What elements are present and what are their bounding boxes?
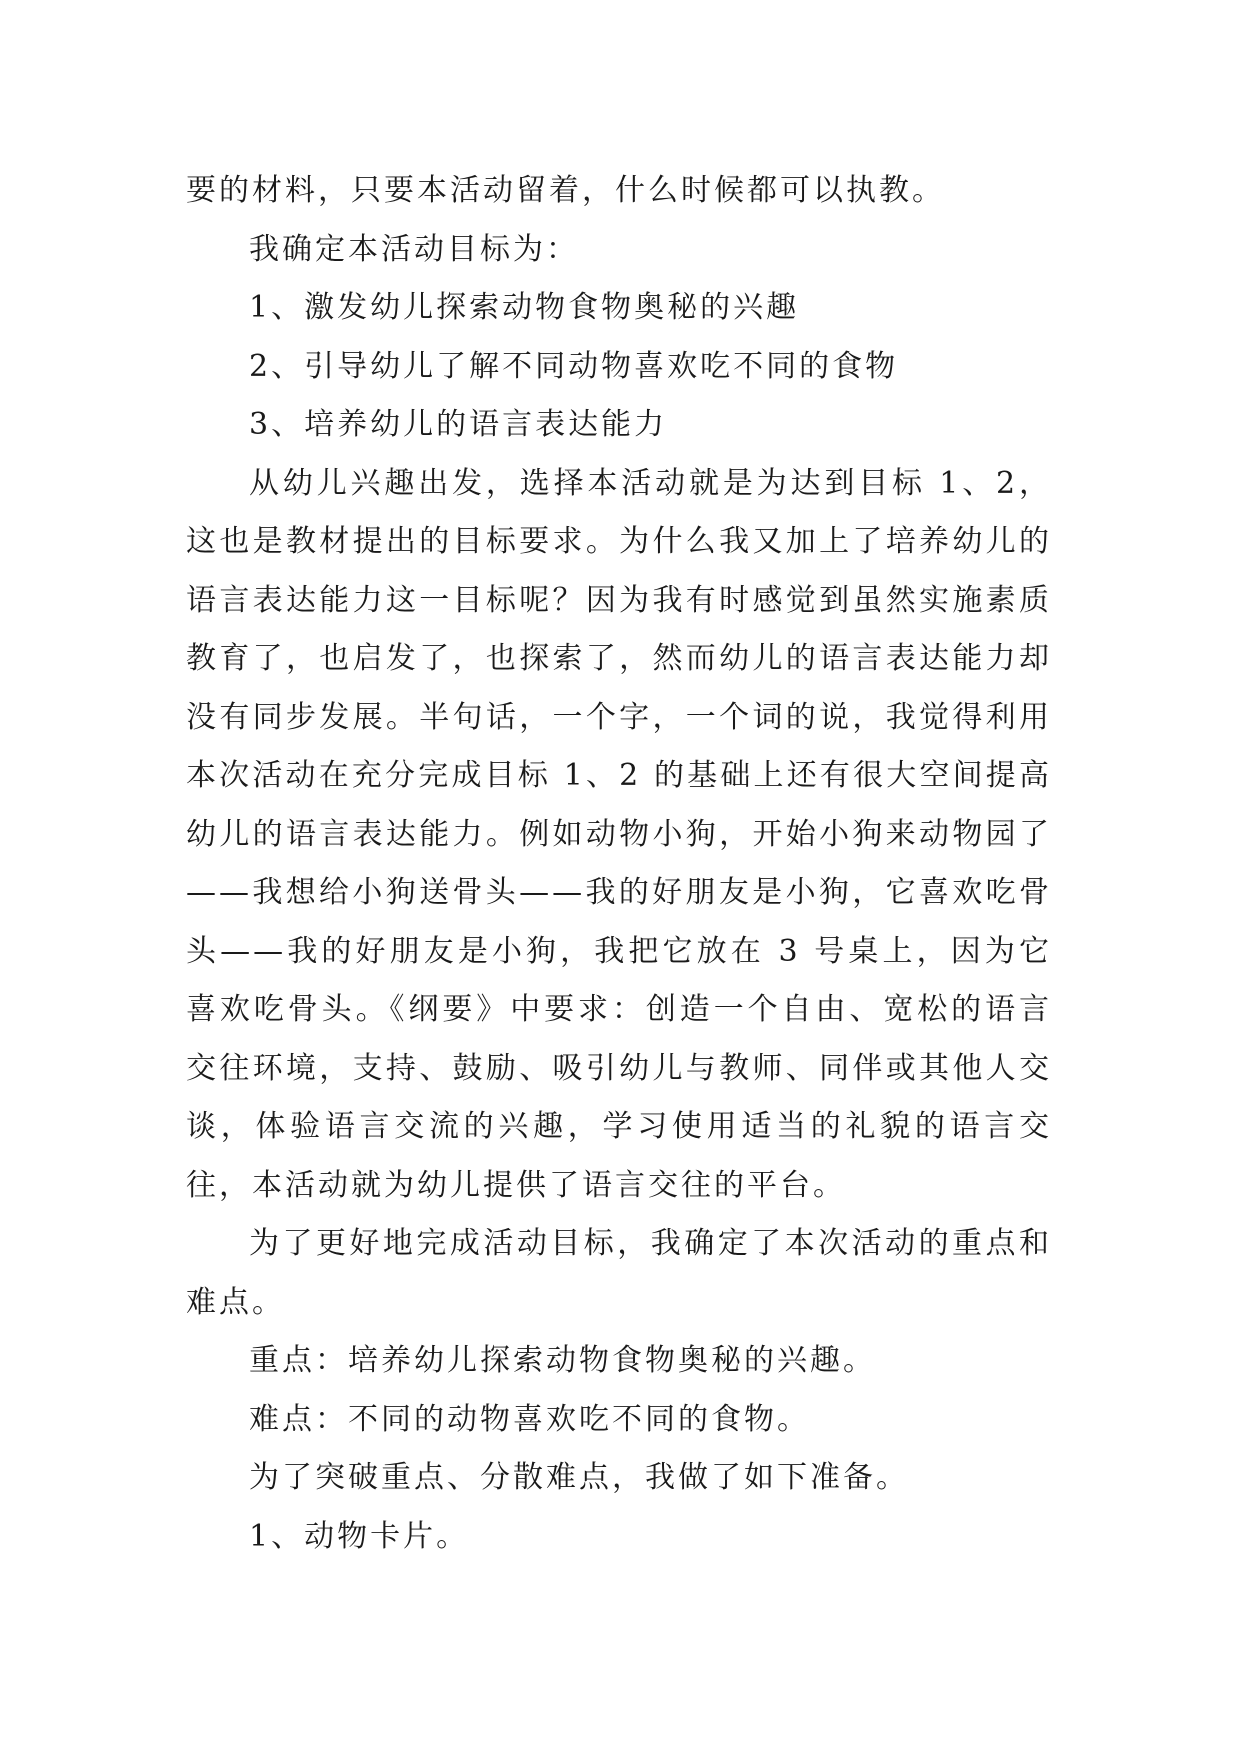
paragraph-rationale: 从幼儿兴趣出发，选择本活动就是为达到目标 1、2，这也是教材提出的目标要求。为什么我又加上了培养幼儿的语言表达能力这一目标呢？因为我有时感觉到虽然实施素质教育了，也启发了，也探索了，然而幼儿的语言表达能力却没有同步发展。半句话，一个字，一个词的说，我觉得利用本次活动在充分完成目标 1、2 的基础上还有很大空间提高幼儿的语言表达能力。例如动物小狗，开始小狗来动物园了——我想给小狗送骨头——我的好朋友是小狗，它喜欢吃骨头——我的好朋友是小狗，我把它放在 3 号桌上，因为它喜欢吃骨头。《纲要》中要求：创造一个自由、宽松的语言交往环境，支持、鼓励、吸引幼儿与教师、同伴或其他人交谈，体验语言交流的兴趣，学习使用适当的礼貌的语言交往，本活动就为幼儿提供了语言交往的平台。 — [186, 465, 1052, 1203]
paragraph-goal-2: 2、引导幼儿了解不同动物喜欢吃不同的食物 — [249, 348, 899, 384]
paragraph-key-points-intro: 为了更好地完成活动目标，我确定了本次活动的重点和难点。 — [186, 1226, 1052, 1320]
paragraph-key-point: 重点：培养幼儿探索动物食物奥秘的兴趣。 — [249, 1343, 876, 1378]
paragraph-difficulty: 难点：不同的动物喜欢吃不同的食物。 — [249, 1401, 810, 1437]
paragraph-preparation-intro: 为了突破重点、分散难点，我做了如下准备。 — [249, 1460, 909, 1495]
paragraph-goal-1: 1、激发幼儿探索动物食物奥秘的兴趣 — [249, 290, 800, 325]
paragraph-goal-intro: 我确定本活动目标为： — [249, 231, 579, 267]
document-body — [186, 162, 1052, 1566]
paragraph-preparation-1: 1、动物卡片。 — [249, 1518, 470, 1554]
paragraph-continuation: 要的材料，只要本活动留着，什么时候都可以执教。 — [186, 173, 945, 208]
paragraph-goal-3: 3、培养幼儿的语言表达能力 — [249, 407, 668, 442]
